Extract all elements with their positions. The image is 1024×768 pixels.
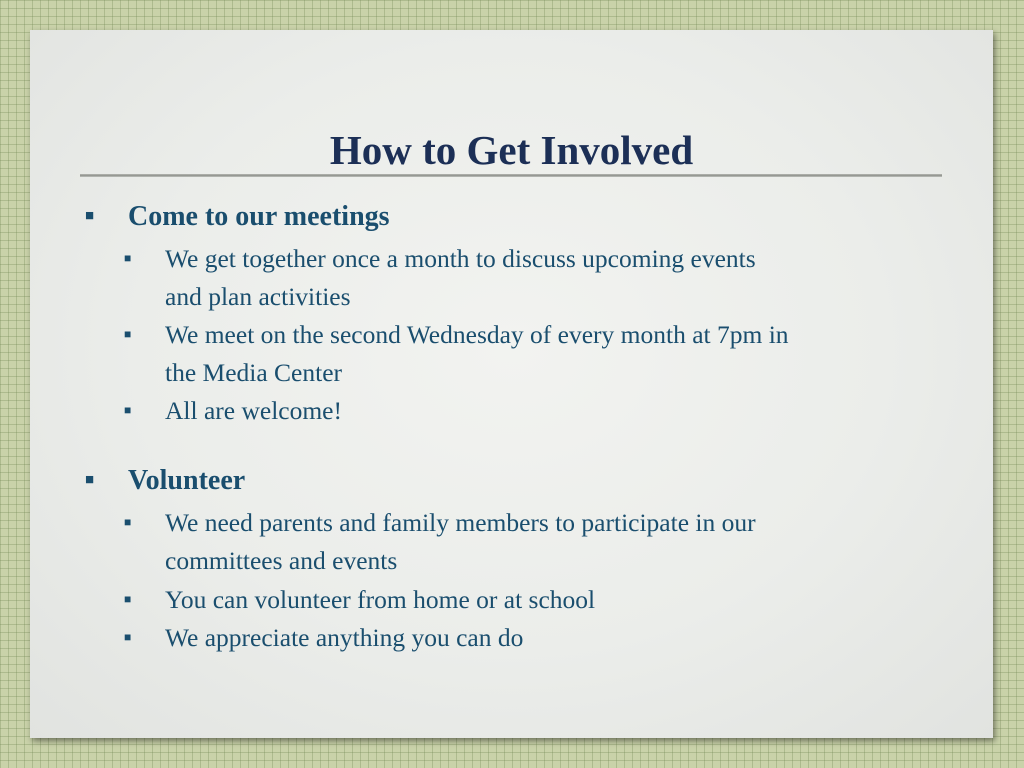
list-item-line: We meet on the second Wednesday of every month at 7pm in — [165, 320, 789, 349]
list-item — [165, 240, 955, 316]
bullet-icon: ■ — [124, 630, 132, 644]
section-heading-meetings: Come to our meetings — [128, 201, 390, 232]
list-item — [165, 581, 955, 619]
bullet-icon: ■ — [85, 472, 95, 488]
list-item — [165, 619, 955, 657]
list-item — [165, 504, 955, 580]
slide-title: How to Get Involved — [329, 127, 694, 173]
list-item-line: All are welcome! — [165, 396, 342, 425]
bullet-icon: ■ — [124, 327, 132, 341]
bullet-icon: ■ — [124, 592, 132, 606]
list-item-line: We need parents and family members to participate in our — [165, 508, 756, 537]
list-item-line: the Media Center — [165, 358, 343, 387]
slide-body — [30, 30, 993, 738]
bullet-icon: ■ — [124, 515, 132, 529]
list-item-line: and plan activities — [165, 282, 351, 311]
list-item — [165, 316, 955, 392]
list-item-line: committees and events — [165, 546, 398, 575]
list-item — [165, 392, 955, 430]
bullet-icon: ■ — [124, 403, 132, 417]
list-item-line: You can volunteer from home or at school — [165, 585, 596, 614]
section-heading-volunteer: Volunteer — [128, 465, 246, 496]
list-item-line: We get together once a month to discuss upcoming events — [165, 244, 756, 273]
bullet-icon: ■ — [85, 208, 95, 224]
list-item-line: We appreciate anything you can do — [165, 623, 524, 652]
slide-card — [30, 30, 993, 738]
bullet-icon: ■ — [124, 251, 132, 265]
